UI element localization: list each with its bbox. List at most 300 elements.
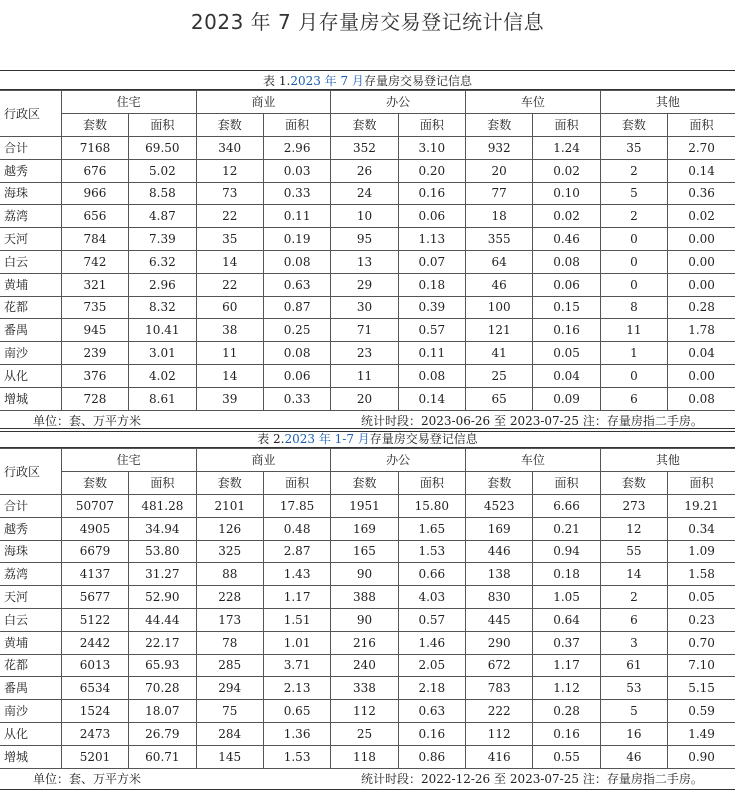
table-2 [0, 448, 735, 769]
category-header: 商业 [196, 449, 331, 472]
area-cell: 0.00 [668, 273, 735, 296]
sub-header-count: 套数 [600, 114, 667, 137]
count-cell: 90 [331, 608, 398, 631]
count-cell: 284 [196, 722, 263, 745]
region-name-cell: 海珠 [0, 540, 61, 563]
area-cell: 0.33 [263, 182, 330, 205]
region-name-cell: 白云 [0, 608, 61, 631]
count-cell: 39 [196, 387, 263, 410]
area-cell: 0.33 [263, 387, 330, 410]
area-cell: 2.70 [668, 137, 735, 160]
count-cell: 65 [466, 387, 533, 410]
table-row [0, 495, 735, 518]
count-cell: 830 [466, 586, 533, 609]
region-header: 行政区 [0, 449, 61, 495]
region-name-cell: 白云 [0, 250, 61, 273]
caption-prefix: 表 2. [257, 432, 285, 446]
count-cell: 30 [331, 296, 398, 319]
count-cell: 25 [466, 364, 533, 387]
area-cell: 1.13 [398, 228, 465, 251]
area-cell: 2.96 [129, 273, 196, 296]
area-cell: 0.20 [398, 159, 465, 182]
area-cell: 0.15 [533, 296, 600, 319]
sub-header-count: 套数 [600, 472, 667, 495]
count-cell: 50707 [61, 495, 128, 518]
caption-suffix: 存量房交易登记信息 [369, 432, 478, 446]
count-cell: 78 [196, 631, 263, 654]
count-cell: 5201 [61, 745, 128, 768]
table-1-caption [0, 70, 735, 90]
sub-header-count: 套数 [61, 114, 128, 137]
count-cell: 325 [196, 540, 263, 563]
count-cell: 340 [196, 137, 263, 160]
area-cell: 1.53 [263, 745, 330, 768]
sub-header-count: 套数 [196, 114, 263, 137]
count-cell: 672 [466, 654, 533, 677]
table-row [0, 608, 735, 631]
count-cell: 1951 [331, 495, 398, 518]
sub-header-area: 面积 [263, 114, 330, 137]
table-row [0, 563, 735, 586]
count-cell: 138 [466, 563, 533, 586]
table-row [0, 159, 735, 182]
count-cell: 0 [600, 228, 667, 251]
sub-header-count: 套数 [196, 472, 263, 495]
area-cell: 2.96 [263, 137, 330, 160]
area-cell: 0.63 [398, 700, 465, 723]
table-row [0, 273, 735, 296]
region-name-cell: 增城 [0, 745, 61, 768]
table-row [0, 364, 735, 387]
area-cell: 0.04 [533, 364, 600, 387]
area-cell: 2.13 [263, 677, 330, 700]
area-cell: 0.08 [263, 250, 330, 273]
region-name-cell: 合计 [0, 495, 61, 518]
count-cell: 783 [466, 677, 533, 700]
area-cell: 31.27 [129, 563, 196, 586]
count-cell: 6 [600, 387, 667, 410]
count-cell: 75 [196, 700, 263, 723]
count-cell: 2442 [61, 631, 128, 654]
count-cell: 12 [196, 159, 263, 182]
count-cell: 60 [196, 296, 263, 319]
area-cell: 53.80 [129, 540, 196, 563]
region-name-cell: 南沙 [0, 342, 61, 365]
sub-header-area: 面积 [533, 472, 600, 495]
area-cell: 0.90 [668, 745, 735, 768]
area-cell: 34.94 [129, 517, 196, 540]
count-cell: 35 [196, 228, 263, 251]
count-cell: 676 [61, 159, 128, 182]
area-cell: 0.00 [668, 364, 735, 387]
count-cell: 23 [331, 342, 398, 365]
count-cell: 7168 [61, 137, 128, 160]
count-cell: 945 [61, 319, 128, 342]
caption-suffix: 存量房交易登记信息 [363, 74, 472, 88]
count-cell: 121 [466, 319, 533, 342]
count-cell: 3 [600, 631, 667, 654]
sub-header-area: 面积 [533, 114, 600, 137]
count-cell: 22 [196, 205, 263, 228]
area-cell: 8.32 [129, 296, 196, 319]
count-cell: 14 [196, 364, 263, 387]
area-cell: 0.07 [398, 250, 465, 273]
area-cell: 0.63 [263, 273, 330, 296]
count-cell: 11 [196, 342, 263, 365]
count-cell: 294 [196, 677, 263, 700]
category-header: 其他 [600, 449, 735, 472]
period-note: 统计时段：2023-06-26 至 2023-07-25 注：存量房指二手房。 [361, 413, 703, 428]
count-cell: 6679 [61, 540, 128, 563]
area-cell: 0.39 [398, 296, 465, 319]
count-cell: 12 [600, 517, 667, 540]
category-header: 办公 [331, 449, 466, 472]
category-header: 商业 [196, 91, 331, 114]
count-cell: 100 [466, 296, 533, 319]
unit-note: 单位：套、万平方米 [33, 413, 142, 428]
count-cell: 41 [466, 342, 533, 365]
area-cell: 7.39 [129, 228, 196, 251]
count-cell: 11 [331, 364, 398, 387]
area-cell: 0.14 [398, 387, 465, 410]
region-name-cell: 海珠 [0, 182, 61, 205]
area-cell: 0.03 [263, 159, 330, 182]
region-header: 行政区 [0, 91, 61, 137]
category-header: 车位 [466, 91, 601, 114]
table-row [0, 296, 735, 319]
count-cell: 6 [600, 608, 667, 631]
area-cell: 0.16 [398, 182, 465, 205]
area-cell: 0.21 [533, 517, 600, 540]
area-cell: 10.41 [129, 319, 196, 342]
region-name-cell: 黄埔 [0, 273, 61, 296]
count-cell: 24 [331, 182, 398, 205]
sub-header-count: 套数 [466, 472, 533, 495]
count-cell: 112 [466, 722, 533, 745]
area-cell: 0.28 [533, 700, 600, 723]
count-cell: 5122 [61, 608, 128, 631]
area-cell: 22.17 [129, 631, 196, 654]
count-cell: 446 [466, 540, 533, 563]
sub-header-area: 面积 [398, 114, 465, 137]
area-cell: 8.61 [129, 387, 196, 410]
count-cell: 46 [466, 273, 533, 296]
count-cell: 290 [466, 631, 533, 654]
area-cell: 1.49 [668, 722, 735, 745]
area-cell: 0.02 [533, 159, 600, 182]
count-cell: 22 [196, 273, 263, 296]
region-name-cell: 荔湾 [0, 205, 61, 228]
category-header: 车位 [466, 449, 601, 472]
count-cell: 14 [196, 250, 263, 273]
area-cell: 2.05 [398, 654, 465, 677]
sub-header-area: 面积 [668, 114, 735, 137]
count-cell: 16 [600, 722, 667, 745]
area-cell: 1.51 [263, 608, 330, 631]
count-cell: 2 [600, 205, 667, 228]
count-cell: 6013 [61, 654, 128, 677]
count-cell: 173 [196, 608, 263, 631]
area-cell: 0.04 [668, 342, 735, 365]
area-cell: 1.58 [668, 563, 735, 586]
page-title: 2023 年 7 月存量房交易登记统计信息 [190, 10, 545, 34]
count-cell: 0 [600, 250, 667, 273]
count-cell: 5677 [61, 586, 128, 609]
count-cell: 14 [600, 563, 667, 586]
table-2-block [0, 428, 735, 790]
count-cell: 0 [600, 273, 667, 296]
area-cell: 0.08 [668, 387, 735, 410]
region-name-cell: 花都 [0, 296, 61, 319]
count-cell: 285 [196, 654, 263, 677]
count-cell: 90 [331, 563, 398, 586]
area-cell: 0.08 [398, 364, 465, 387]
area-cell: 4.03 [398, 586, 465, 609]
table-row [0, 228, 735, 251]
count-cell: 240 [331, 654, 398, 677]
count-cell: 728 [61, 387, 128, 410]
count-cell: 165 [331, 540, 398, 563]
count-cell: 35 [600, 137, 667, 160]
area-cell: 0.86 [398, 745, 465, 768]
count-cell: 11 [600, 319, 667, 342]
table-row [0, 745, 735, 768]
table-row [0, 137, 735, 160]
sub-header-area: 面积 [668, 472, 735, 495]
area-cell: 0.23 [668, 608, 735, 631]
count-cell: 222 [466, 700, 533, 723]
count-cell: 6534 [61, 677, 128, 700]
count-cell: 53 [600, 677, 667, 700]
count-cell: 5 [600, 182, 667, 205]
count-cell: 321 [61, 273, 128, 296]
region-name-cell: 番禺 [0, 319, 61, 342]
area-cell: 0.16 [533, 319, 600, 342]
area-cell: 69.50 [129, 137, 196, 160]
count-cell: 4137 [61, 563, 128, 586]
area-cell: 1.09 [668, 540, 735, 563]
table-row [0, 387, 735, 410]
area-cell: 0.05 [533, 342, 600, 365]
area-cell: 70.28 [129, 677, 196, 700]
area-cell: 0.65 [263, 700, 330, 723]
count-cell: 273 [600, 495, 667, 518]
table-1-body [0, 137, 735, 411]
area-cell: 0.02 [668, 205, 735, 228]
sub-header-area: 面积 [263, 472, 330, 495]
count-cell: 13 [331, 250, 398, 273]
sub-header-count: 套数 [466, 114, 533, 137]
area-cell: 3.10 [398, 137, 465, 160]
count-cell: 0 [600, 364, 667, 387]
count-cell: 71 [331, 319, 398, 342]
region-name-cell: 天河 [0, 228, 61, 251]
area-cell: 0.66 [398, 563, 465, 586]
count-cell: 145 [196, 745, 263, 768]
area-cell: 1.65 [398, 517, 465, 540]
area-cell: 2.18 [398, 677, 465, 700]
area-cell: 0.02 [533, 205, 600, 228]
count-cell: 2101 [196, 495, 263, 518]
count-cell: 376 [61, 364, 128, 387]
area-cell: 0.00 [668, 250, 735, 273]
caption-period: 2023 年 7 月 [290, 74, 364, 88]
region-name-cell: 越秀 [0, 517, 61, 540]
area-cell: 0.06 [263, 364, 330, 387]
count-cell: 416 [466, 745, 533, 768]
region-name-cell: 天河 [0, 586, 61, 609]
table-1 [0, 90, 735, 411]
region-name-cell: 合计 [0, 137, 61, 160]
area-cell: 0.06 [533, 273, 600, 296]
count-cell: 5 [600, 700, 667, 723]
area-cell: 0.57 [398, 608, 465, 631]
area-cell: 60.71 [129, 745, 196, 768]
area-cell: 0.11 [263, 205, 330, 228]
area-cell: 0.25 [263, 319, 330, 342]
area-cell: 0.55 [533, 745, 600, 768]
category-header: 办公 [331, 91, 466, 114]
count-cell: 2473 [61, 722, 128, 745]
area-cell: 0.37 [533, 631, 600, 654]
area-cell: 5.15 [668, 677, 735, 700]
area-cell: 0.18 [533, 563, 600, 586]
category-header: 住宅 [61, 91, 196, 114]
count-cell: 20 [331, 387, 398, 410]
area-cell: 8.58 [129, 182, 196, 205]
caption-prefix: 表 1. [263, 74, 291, 88]
area-cell: 4.02 [129, 364, 196, 387]
count-cell: 88 [196, 563, 263, 586]
table-2-body [0, 495, 735, 769]
table-2-footer [0, 769, 735, 790]
count-cell: 228 [196, 586, 263, 609]
area-cell: 0.46 [533, 228, 600, 251]
area-cell: 19.21 [668, 495, 735, 518]
sub-header-count: 套数 [61, 472, 128, 495]
count-cell: 8 [600, 296, 667, 319]
area-cell: 1.78 [668, 319, 735, 342]
area-cell: 6.32 [129, 250, 196, 273]
region-name-cell: 越秀 [0, 159, 61, 182]
region-name-cell: 从化 [0, 364, 61, 387]
area-cell: 0.16 [398, 722, 465, 745]
sub-header-area: 面积 [129, 472, 196, 495]
count-cell: 932 [466, 137, 533, 160]
area-cell: 0.70 [668, 631, 735, 654]
count-cell: 26 [331, 159, 398, 182]
region-name-cell: 番禺 [0, 677, 61, 700]
period-note: 统计时段：2022-12-26 至 2023-07-25 注：存量房指二手房。 [361, 771, 703, 786]
count-cell: 112 [331, 700, 398, 723]
sub-header-count: 套数 [331, 472, 398, 495]
area-cell: 1.36 [263, 722, 330, 745]
count-cell: 742 [61, 250, 128, 273]
area-cell: 3.01 [129, 342, 196, 365]
area-cell: 0.14 [668, 159, 735, 182]
area-cell: 15.80 [398, 495, 465, 518]
table-row [0, 342, 735, 365]
area-cell: 0.87 [263, 296, 330, 319]
table-row [0, 319, 735, 342]
region-name-cell: 荔湾 [0, 563, 61, 586]
table-2-caption [0, 428, 735, 448]
region-name-cell: 增城 [0, 387, 61, 410]
table-row [0, 205, 735, 228]
area-cell: 6.66 [533, 495, 600, 518]
area-cell: 65.93 [129, 654, 196, 677]
count-cell: 25 [331, 722, 398, 745]
table-row [0, 677, 735, 700]
count-cell: 338 [331, 677, 398, 700]
area-cell: 0.64 [533, 608, 600, 631]
count-cell: 966 [61, 182, 128, 205]
table-row [0, 631, 735, 654]
count-cell: 4523 [466, 495, 533, 518]
table-row [0, 182, 735, 205]
area-cell: 0.11 [398, 342, 465, 365]
count-cell: 352 [331, 137, 398, 160]
area-cell: 481.28 [129, 495, 196, 518]
count-cell: 388 [331, 586, 398, 609]
table-1-block [0, 70, 735, 432]
table-row [0, 654, 735, 677]
count-cell: 126 [196, 517, 263, 540]
sub-header-area: 面积 [129, 114, 196, 137]
table-row [0, 586, 735, 609]
table-row [0, 540, 735, 563]
area-cell: 17.85 [263, 495, 330, 518]
sub-header-area: 面积 [398, 472, 465, 495]
category-header: 其他 [600, 91, 735, 114]
area-cell: 0.94 [533, 540, 600, 563]
count-cell: 61 [600, 654, 667, 677]
count-cell: 10 [331, 205, 398, 228]
count-cell: 1 [600, 342, 667, 365]
area-cell: 1.43 [263, 563, 330, 586]
category-header: 住宅 [61, 449, 196, 472]
caption-period: 2023 年 1-7 月 [284, 432, 370, 446]
area-cell: 0.08 [263, 342, 330, 365]
area-cell: 7.10 [668, 654, 735, 677]
area-cell: 0.48 [263, 517, 330, 540]
area-cell: 0.34 [668, 517, 735, 540]
sub-header-count: 套数 [331, 114, 398, 137]
area-cell: 1.05 [533, 586, 600, 609]
area-cell: 1.17 [533, 654, 600, 677]
count-cell: 38 [196, 319, 263, 342]
area-cell: 44.44 [129, 608, 196, 631]
area-cell: 0.19 [263, 228, 330, 251]
area-cell: 1.46 [398, 631, 465, 654]
region-name-cell: 黄埔 [0, 631, 61, 654]
area-cell: 1.01 [263, 631, 330, 654]
count-cell: 29 [331, 273, 398, 296]
count-cell: 77 [466, 182, 533, 205]
unit-note: 单位：套、万平方米 [33, 771, 142, 786]
count-cell: 4905 [61, 517, 128, 540]
area-cell: 0.09 [533, 387, 600, 410]
area-cell: 0.10 [533, 182, 600, 205]
count-cell: 20 [466, 159, 533, 182]
count-cell: 735 [61, 296, 128, 319]
area-cell: 0.18 [398, 273, 465, 296]
area-cell: 3.71 [263, 654, 330, 677]
count-cell: 46 [600, 745, 667, 768]
count-cell: 55 [600, 540, 667, 563]
count-cell: 445 [466, 608, 533, 631]
area-cell: 0.36 [668, 182, 735, 205]
